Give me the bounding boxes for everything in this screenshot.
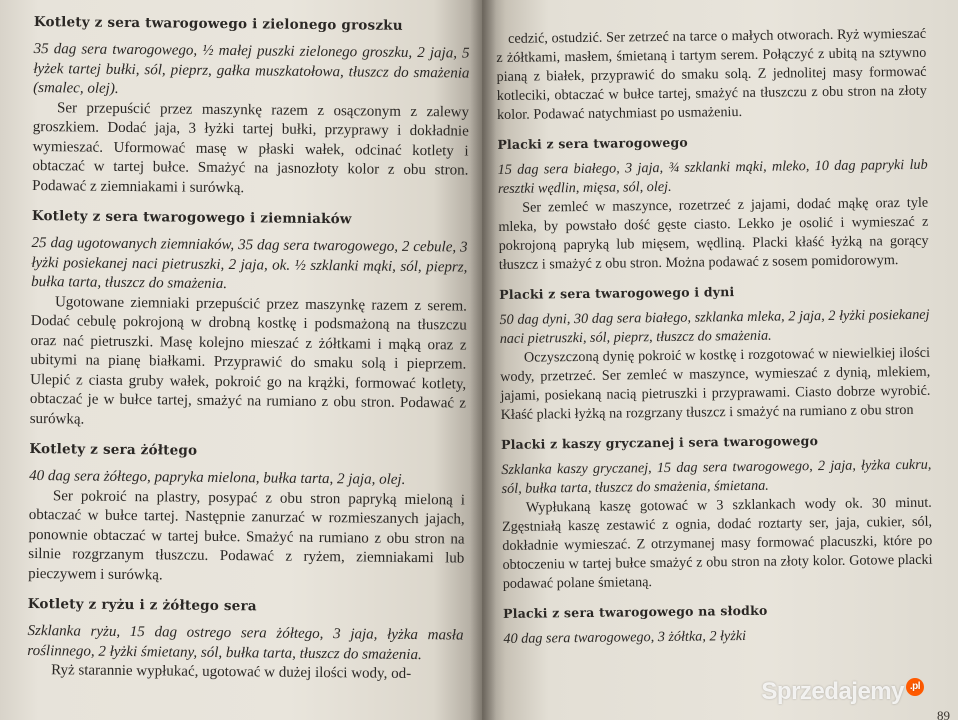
recipe-ingredients: Szklanka ryżu, 15 dag ostrego sera żółtego, 3 jaja, łyżka masła roślinnego, 2 łyżki śmietany, sól, bułka tarta, tłuszcz do smażenia.	[27, 622, 464, 663]
book-gutter-shadow	[470, 0, 496, 720]
recipe-ingredients: 40 dag sera żółtego, papryka mielona, bułka tarta, 2 jaja, olej.	[29, 467, 406, 488]
recipe-title: Placki z kaszy gryczanej i sera twarogowego	[500, 433, 819, 452]
watermark-logo	[761, 678, 924, 706]
recipe-placki-slodko	[503, 601, 933, 649]
recipe-ingredients: 35 dag sera twarogowego, ½ małej puszki zielonego groszku, 2 jaja, 5 łyżek tartej bułki, sól, pieprz, gałka muszkatołowa, tłuszcz do smażenia (smalec, olej).	[33, 40, 470, 97]
recipe-kotlety-ziemniaki	[30, 208, 468, 434]
recipe-method: Ser pokroić na plastry, posypać z obu stron papryką mieloną i obtaczać w bułce tartej. Następnie zanurzać w rozmieszanych jajach, ponownie obtaczać w tartej bułce. Smażyć na rumiano z obu stron na silnie rozgrzanym tłuszczu. Podawać z ryżem, ziemniakami lub pieczywem i surówką.	[28, 487, 466, 583]
watermark-suffix: .pl	[906, 678, 924, 696]
recipe-title: Placki z sera twarogowego na słodko	[503, 602, 768, 621]
recipe-title: Kotlety z sera twarogowego i ziemniaków	[31, 207, 352, 228]
page-number: 89	[937, 708, 950, 720]
recipe-ingredients: 40 dag sera twarogowego, 3 żółtka, 2 łyżki	[503, 627, 747, 647]
recipe-ingredients: Szklanka kaszy gryczanej, 15 dag sera twarogowego, 2 jaja, łyżka cukru, sól, bułka tarta, tłuszcz do smażenia, śmietana.	[501, 456, 932, 497]
recipe-kotlety-groszek	[32, 14, 470, 201]
recipe-kotlety-zolty-ser	[28, 441, 465, 589]
recipe-placki-dynia	[499, 282, 931, 425]
recipe-placki-twarog	[497, 132, 929, 275]
recipe-title: Placki z sera twarogowego i dyni	[499, 284, 735, 302]
right-page	[482, 0, 958, 720]
recipe-continuation	[496, 25, 927, 125]
recipe-placki-kasza	[501, 432, 933, 594]
watermark-text: Sprzedajemy	[761, 678, 904, 705]
recipe-ingredients: 50 dag dyni, 30 dag sera białego, szklanka mleka, 2 jaja, 2 łyżki posiekanej naci pietruszki, sól, pieprz, tłuszcz do smażenia.	[499, 306, 930, 347]
recipe-method: Ryż starannie wypłukać, ugotować w dużej ilości wody, od-	[51, 662, 412, 682]
recipe-title: Kotlety z ryżu i z żółtego sera	[27, 595, 257, 615]
recipe-method: Ser przepuścić przez maszynkę razem z osączonym z zalewy groszkiem. Dodać jaja, 3 łyżki tartej bułki, przyprawy i dokładnie wymieszać. Uformować masę w płaski wałek, odcinać kotlety i obtaczać w tartej bułce. Smażyć na jasnozłoty kolor z obu stron. Podawać z ziemniakami i surówką.	[32, 99, 470, 196]
recipe-method: Wypłukaną kaszę gotować w 3 szklankach wody ok. 30 minut. Zgęstniałą kaszę zestawić z ognia, dodać roztarty ser, jaja, cukier, sól, dokładnie wymieszać. Z otrzymanej masy formować placuszki, które po obtoczeniu w tartej bułce smażyć z obu stron na złoty kolor. Gotowe placki podawać polane śmietaną.	[501, 494, 933, 592]
recipe-method: Ugotowane ziemniaki przepuścić przez maszynkę razem z serem. Dodać cebulę pokrojoną w drobną kostkę i podsmażoną na tłuszczu oraz nać pietruszki. Masę kolejno mieszać z żółtkami i mąką oraz z ubitymi na pianę białkami. Przyprawić do smaku solą i pieprzem. Ulepić z ciasta gruby wałek, pokroić go na krążki, formować kotlety, obtaczać je w bułce tartej, smażyć na rumiano z obu stron. Podawać z surówką.	[29, 293, 468, 428]
left-page-content	[27, 14, 470, 697]
recipe-title: Kotlety z sera żółtego	[29, 440, 198, 459]
recipe-method: Ser zemleć w maszynce, rozetrzeć z jajami, dodać mąkę oraz tyle mleka, by powstało dość gęste ciasto. Lekko je osolić i wymieszać z pokrojoną papryką lub mięsem, wędliną. Placki kłaść łyżką na gorący tłuszcz i smażyć z obu stron. Można podawać z sosem pomidorowym.	[498, 194, 929, 273]
right-page-content	[496, 25, 934, 661]
continued-method: cedzić, ostudzić. Ser zetrzeć na tarce o małych otworach. Ryż wymieszać z żółtkami, masłem, śmietaną i tartym serem. Połączyć z ubitą na sztywno pianą z białek, przyprawić do smaku solą. Z jednolitej masy formować kotleciki, obtaczać w bułce tartej, smażyć na tłuszczu z obu stron na złoty kolor. Podawać natychmiast po usmażeniu.	[496, 25, 927, 123]
recipe-ingredients: 15 dag sera białego, 3 jaja, ¾ szklanki mąki, mleko, 10 dag papryki lub resztki wędlin, mięsa, sól, olej.	[497, 156, 928, 197]
recipe-title: Kotlety z sera twarogowego i zielonego groszku	[33, 14, 403, 34]
recipe-ingredients: 25 dag ugotowanych ziemniaków, 35 dag sera twarogowego, 2 cebule, 3 łyżki posiekanej naci pietruszki, 2 jaja, ok. ½ szklanki mąki, sól, pieprz, bułka tarta, tłuszcz do smażenia.	[31, 234, 468, 293]
recipe-kotlety-ryz	[27, 596, 464, 685]
recipe-method: Oczyszczoną dynię pokroić w kostkę i rozgotować w niewielkiej ilości wody, przetrzeć. Ser zemleć w maszynce, wymieszać z dynią, mlekiem, jajami, posiekaną nacią pietruszki i przyprawami. Ciasto dobrze wyrobić. Kłaść placki łyżką na rozgrzany tłuszcz i smażyć na rumiano z obu stron	[500, 344, 931, 423]
recipe-title: Placki z sera twarogowego	[497, 134, 689, 152]
